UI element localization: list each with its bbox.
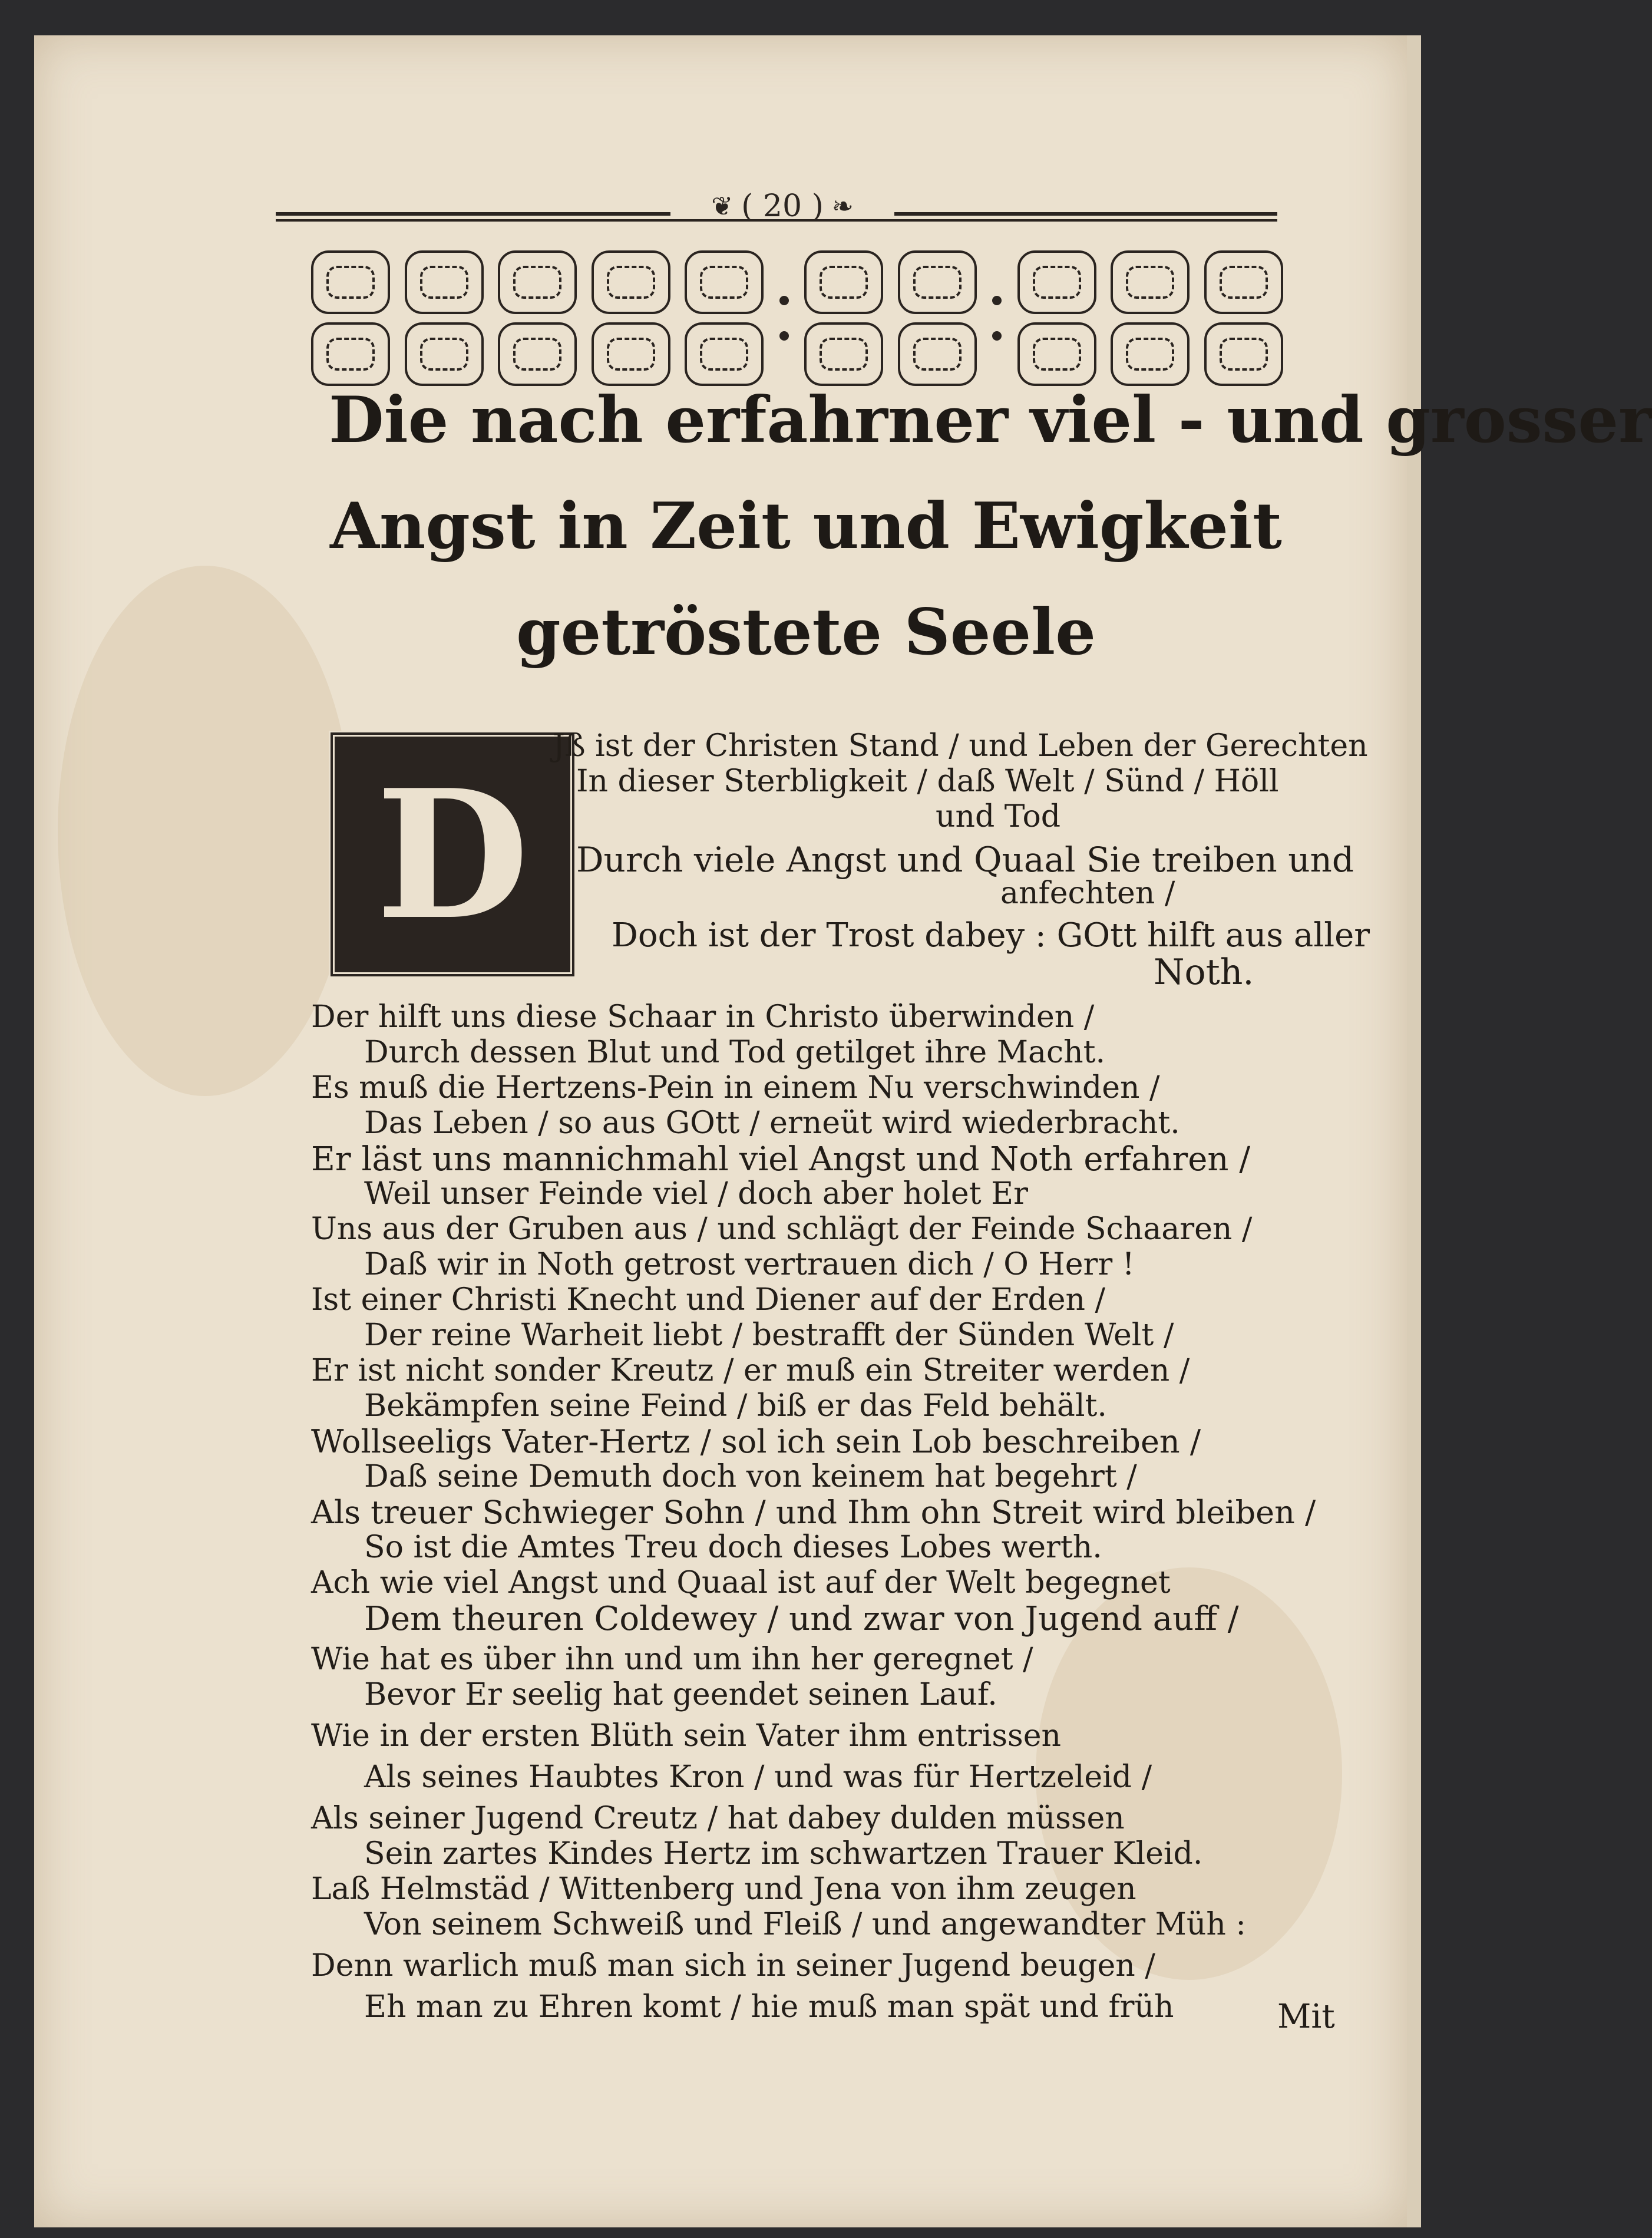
verse-line: Als seines Haubtes Kron / und was für Hertzeleid / — [364, 1760, 1152, 1795]
title-line-2: Angst in Zeit und Ewigkeit — [330, 489, 1282, 563]
verse-line: Doch ist der Trost dabey : GOtt hilft aus aller — [612, 916, 1370, 955]
header-rule-right — [894, 212, 1277, 216]
verse-line: Dem theuren Coldewey / und zwar von Jugend auff / — [364, 1600, 1239, 1638]
verse-line: Er läst uns mannichmahl viel Angst und Noth erfahren / — [311, 1140, 1251, 1179]
drop-cap: D — [329, 731, 576, 978]
verse-line: Als treuer Schwieger Sohn / und Ihm ohn Streit wird bleiben / — [311, 1494, 1316, 1531]
verse-line: In dieser Sterbligkeit / daß Welt / Sünd / Höll — [576, 764, 1279, 799]
verse-line: Daß seine Demuth doch von keinem hat begehrt / — [364, 1459, 1137, 1494]
verse-line: So ist die Amtes Treu doch dieses Lobes werth. — [364, 1530, 1102, 1565]
verse-line: Eh man zu Ehren komt / hie muß man spät und früh — [364, 1989, 1174, 2025]
verse-line: Es muß die Hertzens-Pein in einem Nu verschwinden / — [311, 1070, 1160, 1105]
verse-line: Wie hat es über ihn und um ihn her geregnet / — [311, 1642, 1033, 1677]
verse-line: und Tod — [936, 799, 1061, 834]
verse-line: Ist einer Christi Knecht und Diener auf der Erden / — [311, 1282, 1106, 1318]
verse-line: Uns aus der Gruben aus / und schlägt der Feinde Schaaren / — [311, 1212, 1253, 1247]
verse-line: Das Leben / so aus GOtt / erneüt wird wiederbracht. — [364, 1105, 1180, 1141]
catchword: Mit — [1277, 1998, 1335, 2036]
verse-line: Jß ist der Christen Stand / und Leben der Gerechten — [553, 728, 1368, 764]
verse-line: Bekämpfen seine Feind / biß er das Feld behält. — [364, 1388, 1107, 1424]
ornamental-band — [311, 247, 1283, 389]
verse-line: Der hilft uns diese Schaar in Christo überwinden / — [311, 999, 1095, 1035]
verse-line: Denn warlich muß man sich in seiner Jugend beugen / — [311, 1948, 1155, 1983]
book-page — [34, 35, 1652, 2227]
page-number: ❦ ( 20 ) ❧ — [711, 189, 854, 224]
verse-line: Durch dessen Blut und Tod getilget ihre Macht. — [364, 1035, 1106, 1070]
header-rule-full — [276, 219, 1277, 222]
verse-line: Wie in der ersten Blüth sein Vater ihm entrissen — [311, 1718, 1062, 1754]
verse-line: Als seiner Jugend Creutz / hat dabey dulden müssen — [311, 1801, 1125, 1836]
verse-line: Bevor Er seelig hat geendet seinen Lauf. — [364, 1677, 997, 1712]
verse-line: Daß wir in Noth getrost vertrauen dich / O Herr ! — [364, 1247, 1135, 1282]
verse-line: Er ist nicht sonder Kreutz / er muß ein Streiter werden / — [311, 1353, 1190, 1388]
verse-line: Wollseeligs Vater-Hertz / sol ich sein Lob beschreiben / — [311, 1423, 1201, 1460]
verse-line: Sein zartes Kindes Hertz im schwartzen Trauer Kleid. — [364, 1836, 1203, 1871]
verse-line: Laß Helmstäd / Wittenberg und Jena von ihm zeugen — [311, 1871, 1136, 1907]
ornament-right-icon: ❧ — [831, 191, 854, 222]
verse-line: Noth. — [1154, 952, 1254, 993]
verse-line: Weil unser Feinde viel / doch aber holet Er — [364, 1176, 1028, 1212]
verse-line: Ach wie viel Angst und Quaal ist auf der Welt begegnet — [311, 1565, 1171, 1600]
title-line-1: Die nach erfahrner viel - und grosser — [329, 383, 1652, 457]
header-rule-left — [276, 212, 670, 216]
title-line-3: getröstete Seele — [516, 595, 1096, 669]
verse-line: anfechten / — [1000, 876, 1175, 911]
verse-line: Von seinem Schweiß und Fleiß / und angewandter Müh : — [364, 1907, 1246, 1942]
ornament-left-icon: ❦ — [711, 191, 734, 222]
verse-line: Durch viele Angst und Quaal Sie treiben und — [576, 840, 1354, 880]
verse-line: Der reine Warheit liebt / bestrafft der Sünden Welt / — [364, 1318, 1174, 1353]
